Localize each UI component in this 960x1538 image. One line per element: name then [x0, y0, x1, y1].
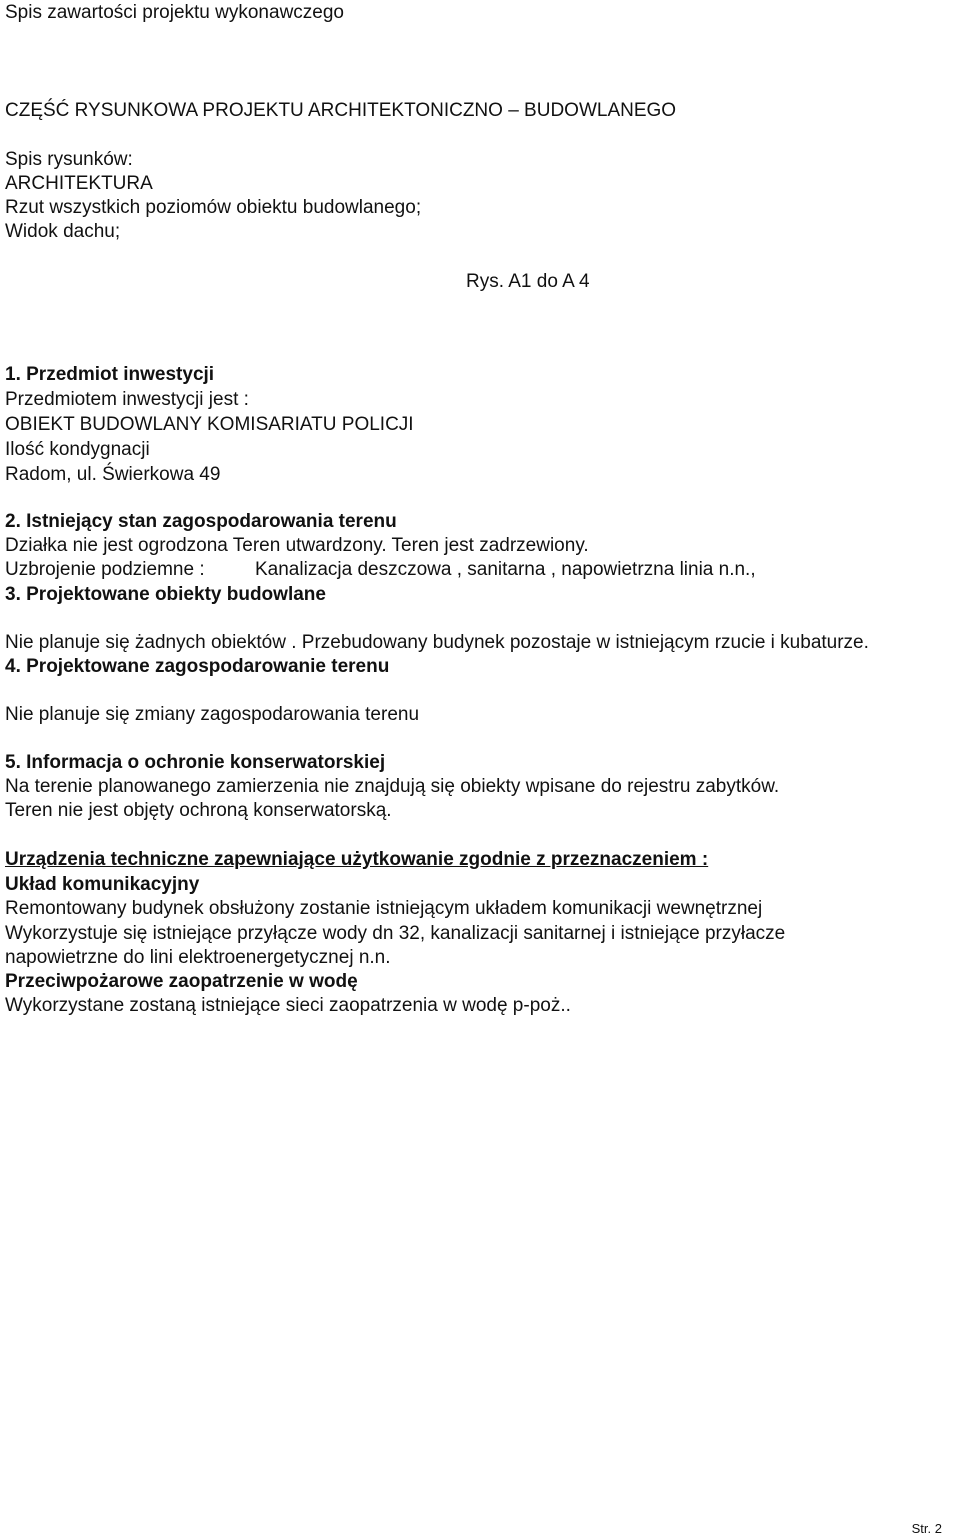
section-4-title: 4. Projektowane zagospodarowanie terenu: [5, 656, 390, 677]
section-1-line: Ilość kondygnacji: [5, 439, 150, 460]
section-3-text: Nie planuje się żadnych obiektów . Przebudowany budynek pozostaje w istniejącym rzucie i kubaturze.: [5, 632, 869, 653]
communication-line: Wykorzystuje się istniejące przyłącze wody dn 32, kanalizacji sanitarnej i istniejące przyłacze: [5, 923, 786, 944]
document-header: Spis zawartości projektu wykonawczego: [5, 2, 344, 23]
page-number: Str. 2: [911, 1521, 942, 1536]
communication-line: napowietrzne do lini elektroenergetycznej n.n.: [5, 947, 391, 968]
section-3-title: 3. Projektowane obiekty budowlane: [5, 584, 326, 605]
drawing-item: Widok dachu;: [5, 221, 121, 242]
communication-title: Układ komunikacyjny: [5, 874, 200, 895]
section-5-line: Teren nie jest objęty ochroną konserwatorską.: [5, 800, 392, 821]
drawings-label: Spis rysunków:: [5, 149, 133, 170]
fire-water-title: Przeciwpożarowe zaopatrzenie w wodę: [5, 971, 358, 992]
fire-water-text: Wykorzystane zostaną istniejące sieci zaopatrzenia w wodę p-poż..: [5, 995, 571, 1016]
section-5-line: Na terenie planowanego zamierzenia nie znajdują się obiekty wpisane do rejestru zabytków.: [5, 776, 780, 797]
section-1-title: 1. Przedmiot inwestycji: [5, 364, 215, 385]
communication-line: Remontowany budynek obsłużony zostanie istniejącym układem komunikacji wewnętrznej: [5, 898, 763, 919]
devices-heading: Urządzenia techniczne zapewniające użytkowanie zgodnie z przeznaczeniem :: [5, 849, 709, 870]
section-1-line: Przedmiotem inwestycji jest :: [5, 389, 249, 410]
section-2-line: Działka nie jest ogrodzona Teren utwardzony. Teren jest zadrzewiony.: [5, 535, 589, 556]
drawings-range: Rys. A1 do A 4: [466, 271, 590, 292]
section-2-title: 2. Istniejący stan zagospodarowania terenu: [5, 511, 397, 532]
drawing-item: Rzut wszystkich poziomów obiektu budowlanego;: [5, 197, 422, 218]
utilities-label: Uzbrojenie podziemne :: [5, 559, 205, 580]
part-title: CZĘŚĆ RYSUNKOWA PROJEKTU ARCHITEKTONICZNO – BUDOWLANEGO: [5, 100, 677, 121]
utilities-value: Kanalizacja deszczowa , sanitarna , napowietrzna linia n.n.,: [255, 559, 756, 580]
section-1-line: Radom, ul. Świerkowa 49: [5, 464, 221, 485]
section-5-title: 5. Informacja o ochronie konserwatorskiej: [5, 752, 386, 773]
section-4-text: Nie planuje się zmiany zagospodarowania terenu: [5, 704, 420, 725]
section-1-line: OBIEKT BUDOWLANY KOMISARIATU POLICJI: [5, 414, 414, 435]
drawings-category: ARCHITEKTURA: [5, 173, 153, 194]
